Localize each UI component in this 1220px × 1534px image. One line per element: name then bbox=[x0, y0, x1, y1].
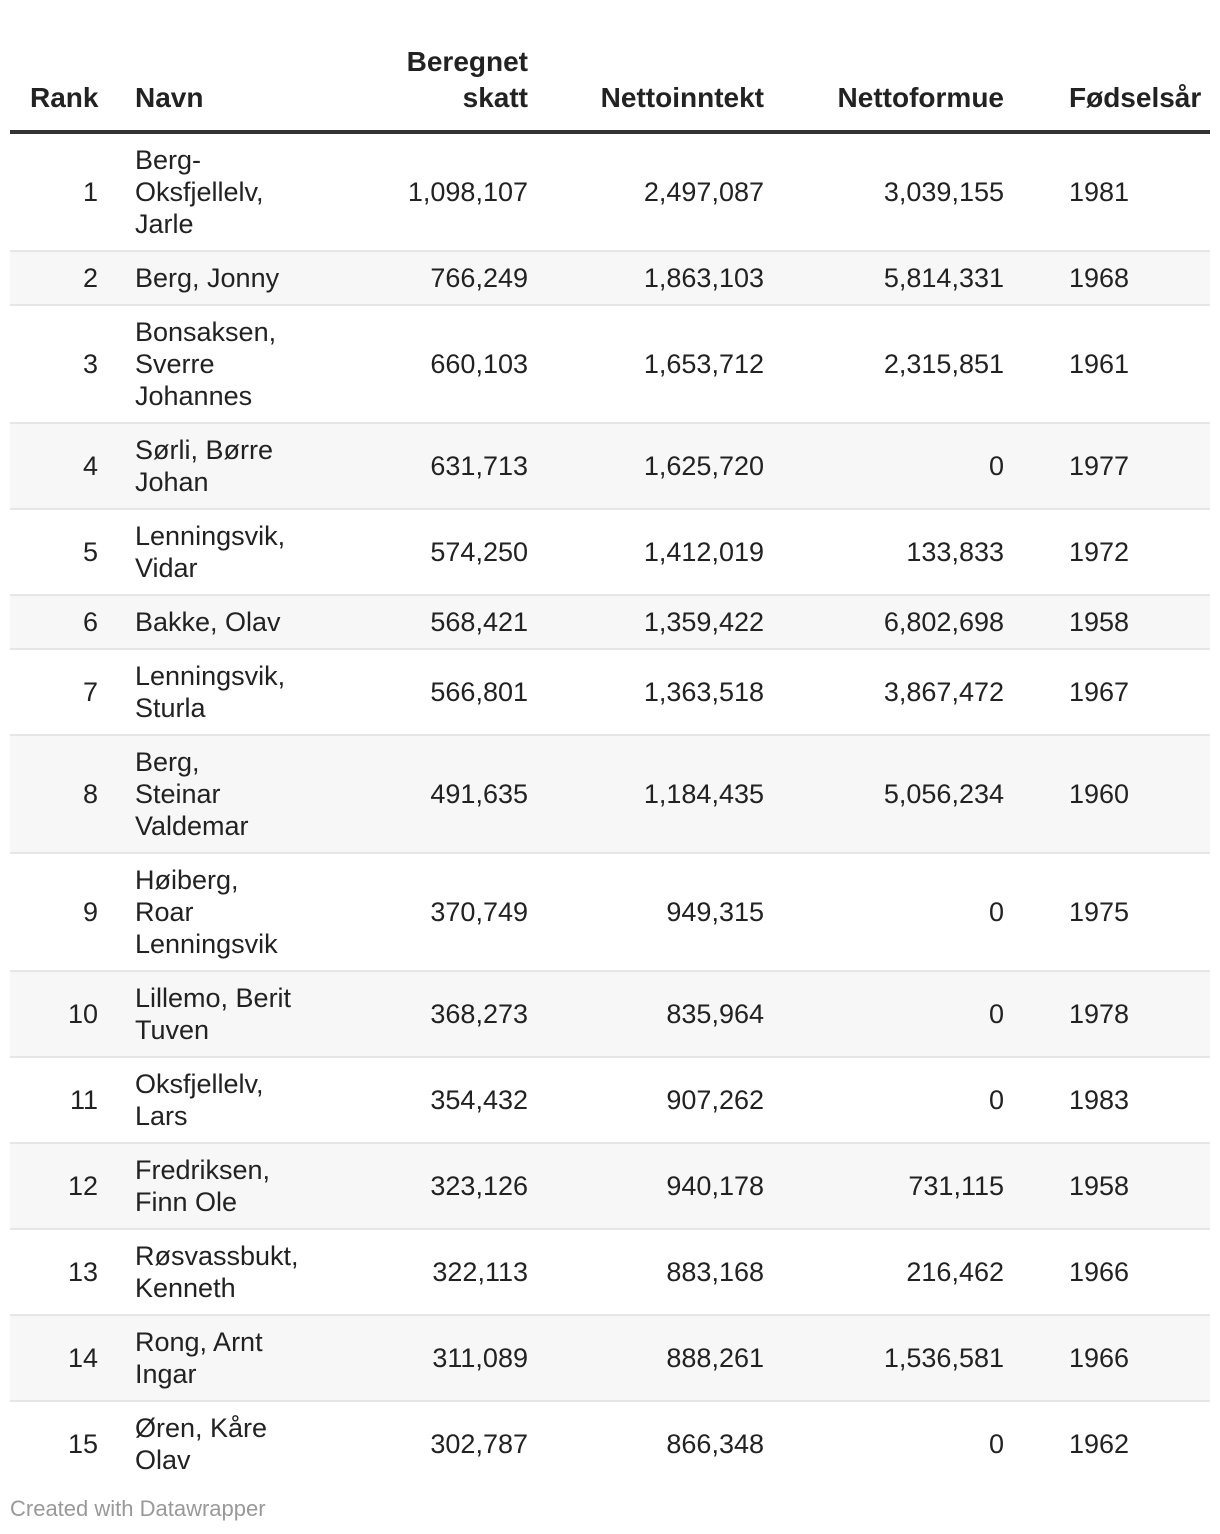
cell-beregnet-skatt: 631,713 bbox=[298, 423, 528, 509]
cell-beregnet-skatt: 368,273 bbox=[298, 971, 528, 1057]
header-navn[interactable]: Navn bbox=[120, 36, 298, 132]
cell-fodselsar: 1983 bbox=[1004, 1057, 1210, 1143]
cell-nettoinntekt: 1,184,435 bbox=[528, 735, 764, 853]
cell-rank: 10 bbox=[10, 971, 120, 1057]
cell-rank: 7 bbox=[10, 649, 120, 735]
cell-beregnet-skatt: 491,635 bbox=[298, 735, 528, 853]
cell-rank: 12 bbox=[10, 1143, 120, 1229]
cell-rank: 3 bbox=[10, 305, 120, 423]
header-nettoinntekt[interactable]: Nettoinntekt bbox=[528, 36, 764, 132]
cell-beregnet-skatt: 354,432 bbox=[298, 1057, 528, 1143]
header-fodselsar[interactable]: Fødselsår bbox=[1004, 36, 1210, 132]
cell-nettoformue: 0 bbox=[764, 1057, 1004, 1143]
cell-nettoformue: 0 bbox=[764, 423, 1004, 509]
cell-beregnet-skatt: 574,250 bbox=[298, 509, 528, 595]
cell-fodselsar: 1962 bbox=[1069, 1429, 1130, 1459]
cell-nettoformue: 6,802,698 bbox=[764, 595, 1004, 649]
table-row bbox=[10, 132, 1210, 251]
cell-navn: Oksfjellelv, Lars bbox=[120, 1057, 298, 1143]
table-row bbox=[10, 853, 1210, 971]
table-row bbox=[10, 423, 1210, 509]
cell-nettoformue: 0 bbox=[988, 1429, 1004, 1459]
cell-fodselsar: 1972 bbox=[1004, 509, 1210, 595]
cell-nettoinntekt: 940,178 bbox=[528, 1143, 764, 1229]
cell-fodselsar: 1966 bbox=[1004, 1229, 1210, 1315]
header-nettoformue[interactable]: Nettoformue bbox=[764, 36, 1004, 132]
cell-rank: 6 bbox=[10, 595, 120, 649]
table-row bbox=[10, 649, 1210, 735]
cell-navn: Rong, Arnt Ingar bbox=[120, 1315, 298, 1401]
cell-fodselsar: 1960 bbox=[1004, 735, 1210, 853]
cell-nettoformue: 5,056,234 bbox=[764, 735, 1004, 853]
cell-nettoinntekt: 949,315 bbox=[528, 853, 764, 971]
header-row bbox=[10, 36, 1210, 132]
table-row bbox=[10, 1401, 1210, 1486]
cell-navn: Lenningsvik, Vidar bbox=[120, 509, 298, 595]
tax-ranking-table bbox=[10, 36, 1210, 1486]
cell-nettoinntekt: 1,653,712 bbox=[528, 305, 764, 423]
header-beregnet-skatt[interactable] bbox=[298, 36, 528, 132]
cell-nettoinntekt: 888,261 bbox=[528, 1315, 764, 1401]
table-header bbox=[10, 36, 1210, 132]
cell-nettoformue: 3,039,155 bbox=[764, 132, 1004, 251]
table-row bbox=[10, 595, 1210, 649]
cell-fodselsar: 1958 bbox=[1004, 595, 1210, 649]
cell-navn: Bakke, Olav bbox=[120, 595, 298, 649]
cell-nettoinntekt: 1,412,019 bbox=[528, 509, 764, 595]
table-row bbox=[10, 305, 1210, 423]
cell-navn: Lenningsvik, Sturla bbox=[120, 649, 298, 735]
cell-beregnet-skatt: 766,249 bbox=[298, 251, 528, 305]
table-row bbox=[10, 509, 1210, 595]
cell-navn: Fredriksen, Finn Ole bbox=[120, 1143, 298, 1229]
datawrapper-credit[interactable]: Created with Datawrapper bbox=[10, 1496, 266, 1521]
cell-rank: 4 bbox=[10, 423, 120, 509]
cell-nettoformue: 3,867,472 bbox=[764, 649, 1004, 735]
cell-nettoformue: 0 bbox=[764, 853, 1004, 971]
cell-fodselsar: 1977 bbox=[1004, 423, 1210, 509]
table-row bbox=[10, 1229, 1210, 1315]
cell-navn: Røsvassbukt, Kenneth bbox=[120, 1229, 298, 1315]
cell-nettoinntekt: 1,359,422 bbox=[528, 595, 764, 649]
cell-nettoinntekt: 883,168 bbox=[528, 1229, 764, 1315]
cell-nettoinntekt: 1,363,518 bbox=[528, 649, 764, 735]
table-body bbox=[10, 132, 1210, 1486]
cell-nettoformue: 2,315,851 bbox=[764, 305, 1004, 423]
cell-nettoformue: 133,833 bbox=[764, 509, 1004, 595]
cell-fodselsar: 1966 bbox=[1004, 1315, 1210, 1401]
table-row bbox=[10, 251, 1210, 305]
cell-rank: 5 bbox=[10, 509, 120, 595]
cell-navn: Berg, Steinar Valdemar bbox=[120, 735, 298, 853]
cell-beregnet-skatt: 311,089 bbox=[298, 1315, 528, 1401]
cell-navn: Øren, Kåre Olav bbox=[135, 1413, 268, 1475]
cell-rank: 13 bbox=[10, 1229, 120, 1315]
cell-beregnet-skatt: 568,421 bbox=[298, 595, 528, 649]
table-row bbox=[10, 1143, 1210, 1229]
cell-navn: Sørli, Børre Johan bbox=[120, 423, 298, 509]
cell-rank: 11 bbox=[10, 1057, 120, 1143]
cell-rank: 8 bbox=[10, 735, 120, 853]
cell-nettoformue: 1,536,581 bbox=[764, 1315, 1004, 1401]
cell-navn: Berg-Oksfjellelv, Jarle bbox=[120, 132, 298, 251]
cell-beregnet-skatt: 302,787 bbox=[430, 1429, 528, 1459]
cell-navn: Bonsaksen, Sverre Johannes bbox=[120, 305, 298, 423]
cell-beregnet-skatt: 323,126 bbox=[298, 1143, 528, 1229]
cell-fodselsar: 1968 bbox=[1004, 251, 1210, 305]
table-row bbox=[10, 971, 1210, 1057]
cell-fodselsar: 1981 bbox=[1004, 132, 1210, 251]
cell-fodselsar: 1958 bbox=[1004, 1143, 1210, 1229]
cell-rank: 1 bbox=[10, 132, 120, 251]
cell-beregnet-skatt: 566,801 bbox=[298, 649, 528, 735]
cell-navn: Berg, Jonny bbox=[120, 251, 298, 305]
cell-nettoformue: 216,462 bbox=[764, 1229, 1004, 1315]
cell-beregnet-skatt: 370,749 bbox=[298, 853, 528, 971]
cell-nettoformue: 731,115 bbox=[764, 1143, 1004, 1229]
header-beregnet-skatt-line2: skatt bbox=[462, 82, 528, 113]
cell-nettoinntekt: 866,348 bbox=[666, 1429, 764, 1459]
cell-beregnet-skatt: 322,113 bbox=[298, 1229, 528, 1315]
table-row bbox=[10, 1057, 1210, 1143]
cell-nettoformue: 0 bbox=[764, 971, 1004, 1057]
header-beregnet-skatt-line1: Beregnet bbox=[406, 46, 528, 77]
cell-rank: 15 bbox=[67, 1429, 98, 1459]
cell-beregnet-skatt: 1,098,107 bbox=[298, 132, 528, 251]
cell-fodselsar: 1961 bbox=[1004, 305, 1210, 423]
table-row bbox=[10, 735, 1210, 853]
cell-navn: Høiberg, Roar Lenningsvik bbox=[120, 853, 298, 971]
cell-fodselsar: 1975 bbox=[1004, 853, 1210, 971]
cell-rank: 2 bbox=[10, 251, 120, 305]
cell-fodselsar: 1978 bbox=[1004, 971, 1210, 1057]
cell-fodselsar: 1967 bbox=[1004, 649, 1210, 735]
cell-nettoinntekt: 1,625,720 bbox=[528, 423, 764, 509]
cell-nettoinntekt: 835,964 bbox=[528, 971, 764, 1057]
cell-navn: Lillemo, Berit Tuven bbox=[120, 971, 298, 1057]
cell-nettoinntekt: 2,497,087 bbox=[528, 132, 764, 251]
cell-nettoformue: 5,814,331 bbox=[764, 251, 1004, 305]
cell-rank: 14 bbox=[10, 1315, 120, 1401]
cell-beregnet-skatt: 660,103 bbox=[298, 305, 528, 423]
cell-rank: 9 bbox=[10, 853, 120, 971]
cell-nettoinntekt: 907,262 bbox=[528, 1057, 764, 1143]
header-rank[interactable]: Rank bbox=[10, 36, 120, 132]
table-row bbox=[10, 1315, 1210, 1401]
cell-nettoinntekt: 1,863,103 bbox=[528, 251, 764, 305]
